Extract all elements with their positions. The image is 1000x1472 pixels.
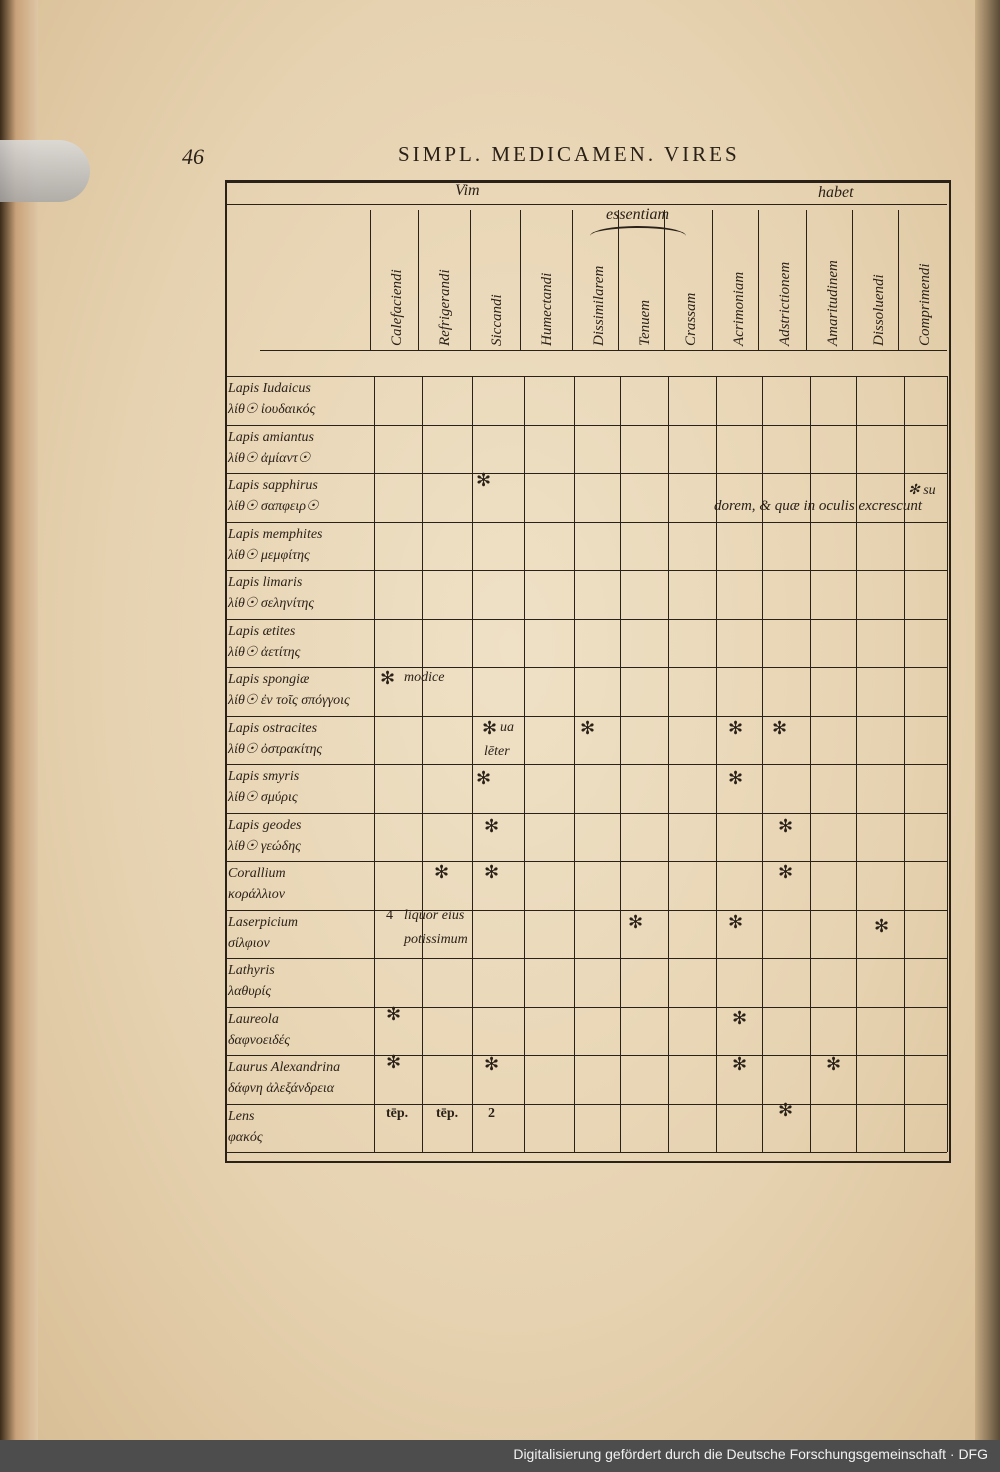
col-humectandi — [520, 210, 566, 350]
col-acrimoniam — [712, 210, 758, 350]
table-row-label — [228, 1009, 376, 1051]
habet-label: habet — [818, 184, 854, 201]
col-adstrictionem — [758, 210, 804, 350]
greek-name: λίθ☉ γεώδης — [228, 838, 301, 854]
sapphirus-note: dorem, & quæ in oculis excrescunt — [714, 498, 923, 514]
col-siccandi — [470, 210, 516, 350]
column-rule — [668, 376, 669, 1152]
column-rule — [574, 376, 575, 1152]
latin-name: Lapis amiantus — [228, 429, 314, 445]
latin-name: Laurus Alexandrina — [228, 1060, 341, 1075]
table-row-label — [228, 524, 376, 566]
col-label: Refrigerandi — [436, 269, 453, 346]
book-spine — [0, 0, 40, 1472]
row-rule — [225, 861, 947, 862]
col-dissoluendi — [852, 210, 898, 350]
asterisk-mark: ✻ — [826, 1054, 842, 1074]
lens-tep1-note: tēp. — [386, 1106, 409, 1121]
greek-name: δάφνη ἀλεξάνδρεια — [228, 1081, 335, 1096]
col-label: Amaritudinem — [824, 260, 841, 346]
header-bottom-rule — [260, 350, 947, 351]
page-clip — [0, 140, 90, 202]
latin-name: Lapis ostracites — [228, 720, 318, 736]
asterisk-mark: ✻ — [476, 768, 492, 788]
table-row-label — [228, 912, 376, 954]
asterisk-mark: ✻ — [434, 862, 450, 882]
laserpicium-potissimum-note: potissimum — [404, 932, 468, 947]
row-rule — [225, 376, 947, 377]
column-rule — [762, 376, 763, 1152]
table-row-label — [228, 1057, 376, 1099]
latin-name: Lathyris — [228, 963, 275, 978]
row-rule — [225, 1152, 947, 1153]
laserpicium-4-note: 4 — [386, 908, 393, 923]
table-row-label — [228, 572, 376, 614]
asterisk-mark: ✻ — [580, 718, 596, 738]
column-rule — [904, 376, 905, 1152]
row-rule — [225, 522, 947, 523]
latin-name: Lapis spongiæ — [228, 672, 310, 687]
asterisk-mark: ✻ — [482, 718, 498, 738]
table-row-label — [228, 960, 376, 1002]
row-rule — [225, 716, 947, 717]
col-crassam — [664, 210, 710, 350]
latin-name: Laureola — [228, 1011, 279, 1027]
col-label: Crassam — [682, 292, 699, 346]
asterisk-mark: ✻ — [484, 816, 500, 836]
greek-name: λίθ☉ σμύρις — [228, 790, 298, 805]
col-label: Dissimilarem — [590, 265, 607, 346]
greek-name: λίθ☉ σαπφειρ☉ — [228, 499, 319, 514]
lens-2-note: 2 — [488, 1106, 495, 1121]
column-rule — [856, 376, 857, 1152]
row-rule — [225, 1007, 947, 1008]
sapphirus-su-note: ✻ su — [908, 483, 936, 498]
col-amaritudinem — [806, 210, 852, 350]
lens-tep2-note: tēp. — [436, 1106, 459, 1121]
greek-name: λίθ☉ ἀμίαντ☉ — [228, 450, 311, 466]
row-rule — [225, 813, 947, 814]
essentiam-label: essentiam — [606, 206, 670, 223]
asterisk-mark: ✻ — [728, 912, 744, 932]
asterisk-mark: ✻ — [778, 1100, 794, 1120]
col-label: Tenuem — [636, 299, 653, 346]
latin-name: Lapis Iudaicus — [228, 381, 311, 396]
row-rule — [225, 473, 947, 474]
col-calefaciendi — [370, 210, 416, 350]
latin-name: Laserpicium — [228, 914, 298, 930]
greek-name: λίθ☉ ὀστρακίτης — [228, 741, 323, 757]
asterisk-mark: ✻ — [386, 1052, 402, 1072]
column-rule — [716, 376, 717, 1152]
page-number: 46 — [182, 144, 204, 169]
col-tenuem — [618, 210, 664, 350]
col-label: Dissoluendi — [870, 274, 887, 346]
row-rule — [225, 910, 947, 911]
latin-name: Corallium — [228, 866, 286, 881]
asterisk-mark: ✻ — [728, 768, 744, 788]
running-head: SIMPL. MEDICAMEN. VIRES — [398, 142, 740, 166]
row-rule — [225, 764, 947, 765]
row-rule — [225, 958, 947, 959]
table-row-label — [228, 378, 376, 420]
table-row-label — [228, 475, 376, 517]
asterisk-mark: ✻ — [908, 483, 924, 498]
header-rule — [225, 204, 947, 205]
asterisk-mark: ✻ — [484, 1054, 500, 1074]
row-rule — [225, 667, 947, 668]
col-label: Acrimoniam — [730, 271, 747, 346]
col-label: Adstrictionem — [776, 261, 793, 346]
col-comprimendi — [898, 210, 944, 350]
latin-name: Lapis limaris — [228, 575, 303, 590]
asterisk-mark: ✻ — [476, 470, 492, 490]
spongiae-modice-note: modice — [404, 670, 445, 685]
row-rule — [225, 619, 947, 620]
greek-name: κοράλλιον — [228, 887, 286, 902]
greek-name: λίθ☉ ἰουδαικός — [228, 402, 316, 417]
greek-name: σίλφιον — [228, 935, 270, 951]
column-rule — [947, 376, 948, 1152]
ostracites-leter-note: lēter — [484, 744, 510, 759]
table-row-label — [228, 621, 376, 663]
table-row-label — [228, 766, 376, 808]
latin-name: Lapis smyris — [228, 769, 300, 784]
col-label: Siccandi — [488, 294, 505, 346]
table-row-label — [228, 815, 376, 857]
page-edge — [975, 0, 1000, 1440]
greek-name: δαφνοειδές — [228, 1032, 290, 1048]
asterisk-mark: ✻ — [380, 668, 396, 688]
col-label: Comprimendi — [916, 263, 933, 346]
asterisk-mark: ✻ — [778, 862, 794, 882]
column-rule — [620, 376, 621, 1152]
column-rule — [472, 376, 473, 1152]
col-label: Calefaciendi — [388, 269, 405, 346]
greek-name: λίθ☉ μεμφίτης — [228, 547, 310, 563]
ostracites-ua-note: ua — [500, 720, 514, 735]
laserpicium-liquor-note: liquor eius — [404, 908, 465, 923]
column-rule — [810, 376, 811, 1152]
table-row-label — [228, 427, 376, 469]
asterisk-mark: ✻ — [732, 1054, 748, 1074]
column-rule — [524, 376, 525, 1152]
col-dissimilarem — [572, 210, 618, 350]
greek-name: λαθυρίς — [228, 984, 272, 999]
asterisk-mark: ✻ — [778, 816, 794, 836]
table-row-label — [228, 718, 376, 760]
footer-credit: Digitalisierung gefördert durch die Deutsche Forschungsgemeinschaft · DFG — [513, 1446, 988, 1462]
asterisk-mark: ✻ — [628, 912, 644, 932]
latin-name: Lapis geodes — [228, 817, 302, 833]
row-rule — [225, 1104, 947, 1105]
greek-name: φακός — [228, 1129, 263, 1145]
row-rule — [225, 425, 947, 426]
asterisk-mark: ✻ — [728, 718, 744, 738]
latin-name: Lapis sapphirus — [228, 478, 318, 493]
latin-name: Lapis ætites — [228, 623, 296, 639]
asterisk-mark: ✻ — [874, 916, 890, 936]
col-label: Humectandi — [538, 272, 555, 346]
latin-name: Lens — [228, 1108, 255, 1124]
greek-name: λίθ☉ ἐν τοῖς σπόγγοις — [228, 693, 350, 708]
col-refrigerandi — [418, 210, 464, 350]
asterisk-mark: ✻ — [386, 1004, 402, 1024]
table-row-label — [228, 669, 376, 711]
table-row-label — [228, 863, 376, 905]
greek-name: λίθ☉ ἀετίτης — [228, 644, 301, 660]
latin-name: Lapis memphites — [228, 526, 323, 542]
column-rule — [422, 376, 423, 1152]
table-row-label — [228, 1106, 376, 1148]
asterisk-mark: ✻ — [484, 862, 500, 882]
vim-label: Vim — [455, 182, 480, 199]
greek-name: λίθ☉ σεληνίτης — [228, 596, 315, 611]
asterisk-mark: ✻ — [772, 718, 788, 738]
asterisk-mark: ✻ — [732, 1008, 748, 1028]
row-rule — [225, 570, 947, 571]
